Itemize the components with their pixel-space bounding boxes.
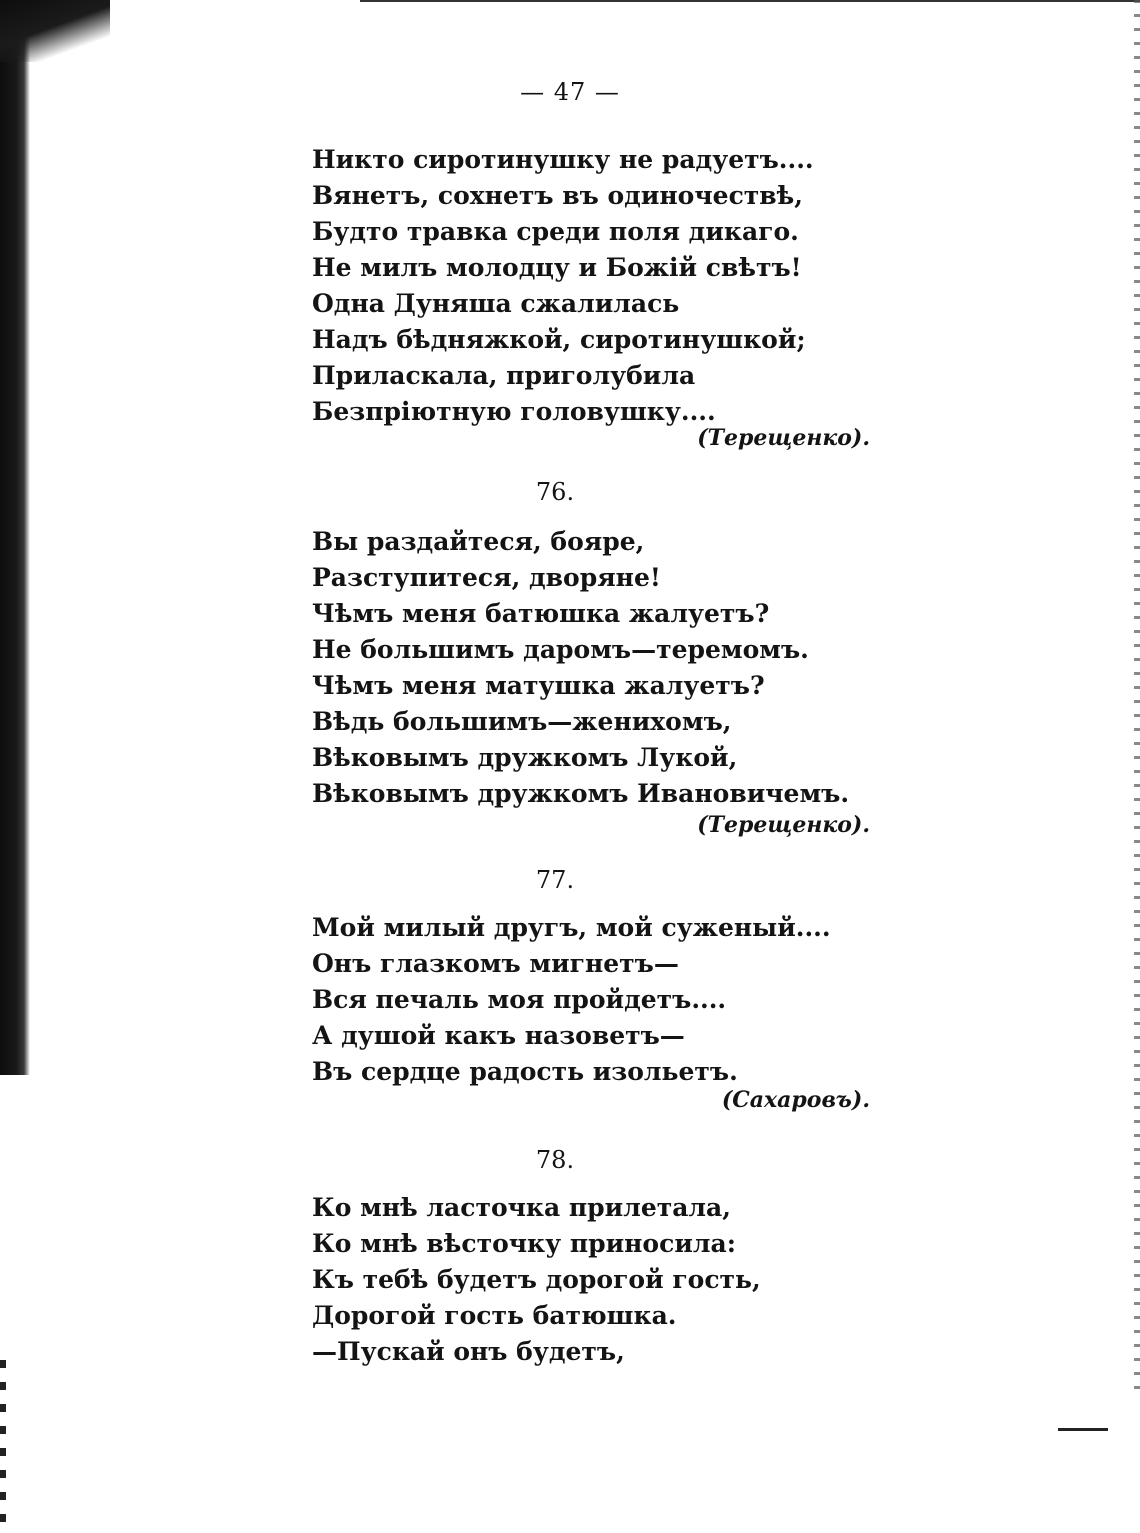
poem-line: Чѣмъ меня батюшка жалуетъ? (312, 599, 770, 628)
scan-edge-right (1134, 0, 1140, 1400)
poem-line: Вѣдь большимъ—женихомъ, (312, 707, 732, 736)
poem-line: Надъ бѣдняжкой, сиротинушкой; (312, 325, 806, 354)
poem-line: Вы раздайтеся, бояре, (312, 527, 645, 556)
poem-line: Будто травка среди поля дикаго. (312, 217, 799, 246)
attribution: (Сахаровъ). (721, 1087, 870, 1113)
poem-line: Ко мнѣ вѣсточку приносила: (312, 1229, 736, 1258)
poem-line: Онъ глазкомъ мигнетъ— (312, 949, 679, 978)
poem-line: —Пускай онъ будетъ, (312, 1337, 625, 1366)
poem-line: Чѣмъ меня матушка жалуетъ? (312, 671, 765, 700)
poem-line: А душой какъ назоветъ— (312, 1021, 685, 1050)
poem-line: Разступитеся, дворяне! (312, 563, 661, 592)
poem-block-1 (312, 142, 912, 430)
poem-line: Дорогой гость батюшка. (312, 1301, 677, 1330)
poem-number: 78. (535, 1146, 575, 1174)
poem-line: Въ сердце радость изольетъ. (312, 1057, 738, 1086)
scan-edge-top-left (0, 0, 110, 62)
poem-line: Вѣковымъ дружкомъ Ивановичемъ. (312, 779, 850, 808)
attribution: (Терещенко). (697, 425, 870, 451)
poem-line: Вѣковымъ дружкомъ Лукой, (312, 743, 738, 772)
attribution: (Терещенко). (697, 812, 870, 838)
poem-block-77 (312, 910, 912, 1090)
poem-line: Никто сиротинушку не радуетъ.... (312, 145, 814, 174)
poem-block-78 (312, 1190, 912, 1370)
scan-top-rule (360, 0, 1140, 2)
poem-line: Вянетъ, сохнетъ въ одиночествѣ, (312, 181, 803, 210)
poem-line: Одна Дуняша сжалилась (312, 289, 680, 318)
scan-mark-right (1058, 1428, 1108, 1431)
poem-line: Вся печаль моя пройдетъ.... (312, 985, 727, 1014)
poem-block-76 (312, 524, 912, 812)
scan-edge-bottom-left (0, 1360, 6, 1530)
scan-edge-left (0, 0, 30, 1075)
poem-line: Приласкала, приголубила (312, 361, 696, 390)
poem-line: Къ тебѣ будетъ дорогой гость, (312, 1265, 761, 1294)
poem-line: Безпріютную головушку.... (312, 397, 716, 426)
poem-line: Не большимъ даромъ—теремомъ. (312, 635, 809, 664)
poem-line: Не милъ молодцу и Божій свѣтъ! (312, 253, 802, 282)
page-number-text: — 47 — (520, 78, 620, 106)
poem-number: 77. (535, 866, 575, 894)
page-number (0, 78, 1140, 106)
poem-number: 76. (535, 478, 575, 506)
poem-line: Ко мнѣ ласточка прилетала, (312, 1193, 731, 1222)
poem-line: Мой милый другъ, мой суженый.... (312, 913, 831, 942)
